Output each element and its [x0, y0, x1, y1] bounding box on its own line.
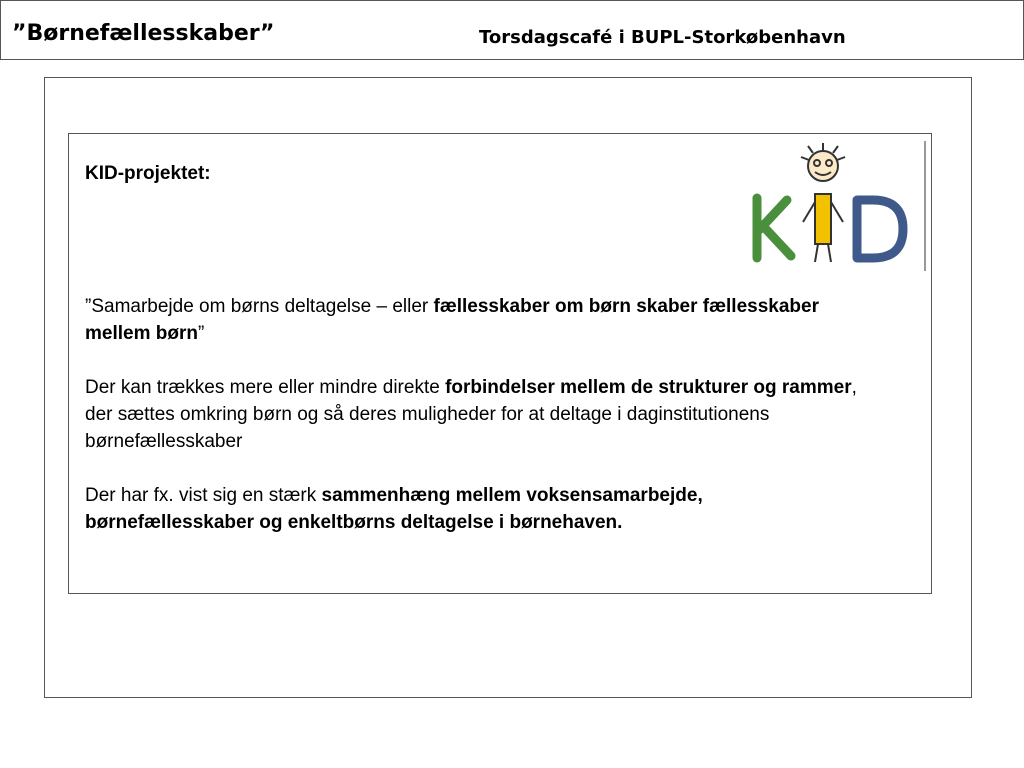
paragraph-1-text-b: ”: [197, 323, 205, 344]
slide-subtitle: Torsdagscafé i BUPL-Storkøbenhavn: [479, 27, 846, 48]
paragraph-3: [85, 482, 875, 536]
paragraph-3-text-a: Der har fx. vist sig en stærk: [85, 485, 322, 506]
slide-header: [0, 0, 1024, 60]
content-heading: KID-projektet:: [85, 163, 211, 184]
logo-divider: [924, 141, 926, 271]
paragraph-2-text-a: Der kan trækkes mere eller mindre direkte: [85, 377, 446, 398]
paragraph-2-bold: forbindelser mellem de strukturer og rammer: [445, 377, 852, 398]
paragraph-1-text-a: ”Samarbejde om børns deltagelse – eller: [85, 296, 434, 317]
paragraph-3-bold: sammenhæng mellem voksensamarbejde, børnefællesskaber og enkeltbørns deltagelse i børnehaven.: [85, 485, 703, 533]
paragraph-1: [85, 293, 875, 347]
paragraph-2: [85, 374, 875, 455]
paragraph-1-bold: fællesskaber om børn skaber fællesskaber mellem børn: [85, 296, 819, 344]
slide-title: ”Børnefællesskaber”: [12, 21, 275, 46]
paragraph-2-text-b: , der sættes omkring børn og så deres muligheder for at deltage i daginstitutionens børnefællesskaber: [85, 377, 857, 452]
content: [85, 160, 875, 536]
